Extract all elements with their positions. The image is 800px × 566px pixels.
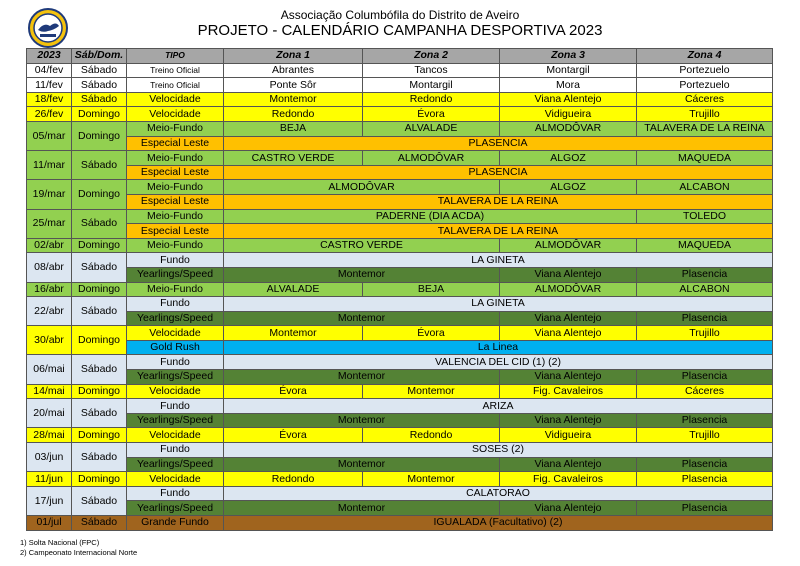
cell-zone-3: ALGOZ (500, 151, 637, 166)
header-row (27, 49, 773, 64)
cell-zone-2: Évora (363, 107, 500, 122)
cell-zone-2: Montemor (363, 472, 500, 487)
table-row (27, 486, 773, 501)
cell-all-zones: PLASENCIA (224, 165, 773, 180)
table-row (27, 413, 773, 428)
table-row (27, 151, 773, 166)
table-row (27, 253, 773, 268)
cell-zone-3: Fig. Cavaleiros (500, 472, 637, 487)
cell-day: Sábado (72, 63, 127, 78)
cell-zone-2: Tancos (363, 63, 500, 78)
cell-type: Yearlings/Speed (127, 457, 224, 472)
cell-type: Yearlings/Speed (127, 413, 224, 428)
cell-type: Meio-Fundo (127, 238, 224, 253)
cell-date: 16/abr (27, 282, 72, 297)
table-row (27, 238, 773, 253)
cell-type: Velocidade (127, 92, 224, 107)
cell-zone-3: Viana Alentejo (500, 311, 637, 326)
cell-zone-3: Viana Alentejo (500, 501, 637, 516)
project-title: PROJETO - CALENDÁRIO CAMPANHA DESPORTIVA 2023 (197, 22, 603, 39)
cell-date: 26/fev (27, 107, 72, 122)
cell-all-zones: VALENCIA DEL CID (1) (2) (224, 355, 773, 370)
cell-zone-1: Redondo (224, 107, 363, 122)
cell-all-zones: CALATORAO (224, 486, 773, 501)
cell-type: Especial Leste (127, 165, 224, 180)
cell-type: Velocidade (127, 107, 224, 122)
cell-day: Sábado (72, 516, 127, 531)
cell-type: Fundo (127, 297, 224, 312)
table-row (27, 457, 773, 472)
cell-type: Meio-Fundo (127, 180, 224, 195)
cell-zone-4: TOLEDO (637, 209, 773, 224)
cell-date: 14/mai (27, 384, 72, 399)
cell-zone-1-3: PADERNE (DIA ACDA) (224, 209, 637, 224)
header-zone-4: Zona 4 (637, 49, 773, 64)
cell-zone-1-2: Montemor (224, 413, 500, 428)
cell-day: Sábado (72, 399, 127, 428)
cell-zone-4: Plasencia (637, 267, 773, 282)
cell-type: Especial Leste (127, 224, 224, 239)
cell-zone-1: Montemor (224, 92, 363, 107)
cell-zone-4: Plasencia (637, 413, 773, 428)
footnote: 2) Campeonato Internacional Norte (20, 548, 138, 557)
cell-zone-3: ALGOZ (500, 180, 637, 195)
cell-day: Domingo (72, 238, 127, 253)
table-row (27, 399, 773, 414)
cell-day: Sábado (72, 297, 127, 326)
cell-type: Grande Fundo (127, 516, 224, 531)
cell-day: Sábado (72, 209, 127, 238)
cell-zone-4: Trujillo (637, 428, 773, 443)
cell-type: Meio-Fundo (127, 151, 224, 166)
table-row (27, 472, 773, 487)
cell-all-zones: SOSES (2) (224, 443, 773, 458)
cell-date: 17/jun (27, 486, 72, 515)
cell-zone-3: Fig. Cavaleiros (500, 384, 637, 399)
cell-zone-4: MAQUEDA (637, 238, 773, 253)
cell-type: Fundo (127, 253, 224, 268)
header-zone-1: Zona 1 (224, 49, 363, 64)
table-row (27, 121, 773, 136)
cell-zone-1-2: ALMODÔVAR (224, 180, 500, 195)
cell-zone-1: Évora (224, 384, 363, 399)
cell-type: Treino Oficial (127, 78, 224, 93)
table-row (27, 92, 773, 107)
cell-all-zones: LA GINETA (224, 253, 773, 268)
cell-zone-3: Viana Alentejo (500, 457, 637, 472)
table-row (27, 384, 773, 399)
cell-date: 25/mar (27, 209, 72, 238)
cell-zone-2: ALMODÔVAR (363, 151, 500, 166)
cell-day: Domingo (72, 384, 127, 399)
cell-zone-4: Plasencia (637, 457, 773, 472)
cell-zone-3: Vidigueira (500, 428, 637, 443)
cell-day: Domingo (72, 326, 127, 355)
cell-day: Sábado (72, 253, 127, 282)
cell-date: 06/mai (27, 355, 72, 384)
cell-zone-4: MAQUEDA (637, 151, 773, 166)
cell-type: Fundo (127, 486, 224, 501)
cell-all-zones: TALAVERA DE LA REINA (224, 194, 773, 209)
cell-type: Yearlings/Speed (127, 267, 224, 282)
cell-date: 02/abr (27, 238, 72, 253)
cell-type: Yearlings/Speed (127, 311, 224, 326)
cell-zone-3: Viana Alentejo (500, 92, 637, 107)
cell-zone-2: BEJA (363, 282, 500, 297)
cell-type: Meio-Fundo (127, 209, 224, 224)
table-row (27, 340, 773, 355)
table-row (27, 107, 773, 122)
cell-day: Sábado (72, 443, 127, 472)
cell-zone-3: Vidigueira (500, 107, 637, 122)
footnote: 1) Solta Nacional (FPC) (20, 538, 100, 547)
cell-zone-3: ALMODÔVAR (500, 282, 637, 297)
cell-type: Especial Leste (127, 194, 224, 209)
cell-day: Sábado (72, 355, 127, 384)
table-row (27, 326, 773, 341)
cell-all-zones: TALAVERA DE LA REINA (224, 224, 773, 239)
cell-type: Especial Leste (127, 136, 224, 151)
cell-zone-3: Viana Alentejo (500, 326, 637, 341)
table-row (27, 443, 773, 458)
cell-zone-3: Viana Alentejo (500, 413, 637, 428)
cell-date: 08/abr (27, 253, 72, 282)
cell-type: Treino Oficial (127, 63, 224, 78)
cell-type: Fundo (127, 355, 224, 370)
cell-zone-1-2: Montemor (224, 267, 500, 282)
cell-zone-4: Plasencia (637, 472, 773, 487)
table-row (27, 165, 773, 180)
cell-zone-4: Plasencia (637, 501, 773, 516)
header-year: 2023 (27, 49, 72, 64)
cell-type: Fundo (127, 443, 224, 458)
cell-zone-1: Ponte Sôr (224, 78, 363, 93)
cell-day: Sábado (72, 151, 127, 180)
table-row (27, 311, 773, 326)
cell-zone-2: Montemor (363, 384, 500, 399)
cell-type: Velocidade (127, 326, 224, 341)
footnotes (20, 538, 137, 558)
cell-type: Yearlings/Speed (127, 370, 224, 385)
cell-day: Sábado (72, 486, 127, 515)
table-row (27, 267, 773, 282)
cell-date: 19/mar (27, 180, 72, 209)
cell-day: Domingo (72, 282, 127, 297)
header-type: TIPO (127, 49, 224, 64)
cell-zone-1-2: Montemor (224, 501, 500, 516)
cell-type: Meio-Fundo (127, 282, 224, 297)
cell-zone-3: ALMODÔVAR (500, 238, 637, 253)
cell-zone-1: Évora (224, 428, 363, 443)
cell-zone-1-2: CASTRO VERDE (224, 238, 500, 253)
cell-zone-4: Plasencia (637, 370, 773, 385)
table-row (27, 355, 773, 370)
cell-zone-1: Abrantes (224, 63, 363, 78)
cell-type: Fundo (127, 399, 224, 414)
cell-day: Domingo (72, 472, 127, 487)
table-row (27, 501, 773, 516)
cell-zone-1: Redondo (224, 472, 363, 487)
cell-zone-2: Redondo (363, 428, 500, 443)
cell-date: 22/abr (27, 297, 72, 326)
cell-zone-2: ALVALADE (363, 121, 500, 136)
header-zone-2: Zona 2 (363, 49, 500, 64)
cell-zone-2: Redondo (363, 92, 500, 107)
cell-zone-2: Montargil (363, 78, 500, 93)
cell-type: Velocidade (127, 428, 224, 443)
cell-date: 18/fev (27, 92, 72, 107)
cell-date: 11/mar (27, 151, 72, 180)
organization-name: Associação Columbófila do Distrito de Aveiro (280, 8, 520, 22)
cell-date: 30/abr (27, 326, 72, 355)
table-row (27, 194, 773, 209)
table-row (27, 282, 773, 297)
cell-zone-2: Évora (363, 326, 500, 341)
cell-zone-1-2: Montemor (224, 311, 500, 326)
table-row (27, 180, 773, 195)
cell-zone-1-2: Montemor (224, 457, 500, 472)
cell-zone-4: ALCABON (637, 180, 773, 195)
cell-zone-4: Cáceres (637, 92, 773, 107)
table-row (27, 370, 773, 385)
calendar-table (26, 48, 773, 531)
cell-zone-4: TALAVERA DE LA REINA (637, 121, 773, 136)
cell-zone-3: Viana Alentejo (500, 370, 637, 385)
cell-zone-4: Portezuelo (637, 78, 773, 93)
table-row (27, 63, 773, 78)
cell-all-zones: La Linea (224, 340, 773, 355)
cell-all-zones: IGUALADA (Facultativo) (2) (224, 516, 773, 531)
cell-zone-1: ALVALADE (224, 282, 363, 297)
cell-all-zones: LA GINETA (224, 297, 773, 312)
cell-all-zones: ARIZA (224, 399, 773, 414)
cell-zone-1-2: Montemor (224, 370, 500, 385)
table-row (27, 428, 773, 443)
cell-date: 28/mai (27, 428, 72, 443)
cell-day: Sábado (72, 78, 127, 93)
cell-date: 04/fev (27, 63, 72, 78)
cell-day: Domingo (72, 180, 127, 209)
cell-type: Yearlings/Speed (127, 501, 224, 516)
cell-day: Domingo (72, 121, 127, 150)
cell-date: 03/jun (27, 443, 72, 472)
cell-day: Sábado (72, 92, 127, 107)
cell-type: Meio-Fundo (127, 121, 224, 136)
cell-all-zones: PLASENCIA (224, 136, 773, 151)
cell-day: Domingo (72, 107, 127, 122)
title-block (0, 8, 800, 40)
cell-day: Domingo (72, 428, 127, 443)
cell-zone-3: Mora (500, 78, 637, 93)
table-row (27, 224, 773, 239)
cell-date: 05/mar (27, 121, 72, 150)
cell-zone-3: ALMODÔVAR (500, 121, 637, 136)
cell-zone-4: Plasencia (637, 311, 773, 326)
table-row (27, 297, 773, 312)
cell-date: 20/mai (27, 399, 72, 428)
table-row (27, 516, 773, 531)
header-day: Sáb/Dom. (72, 49, 127, 64)
cell-zone-3: Montargil (500, 63, 637, 78)
cell-type: Velocidade (127, 384, 224, 399)
cell-zone-4: Portezuelo (637, 63, 773, 78)
cell-zone-4: ALCABON (637, 282, 773, 297)
cell-type: Velocidade (127, 472, 224, 487)
cell-date: 11/jun (27, 472, 72, 487)
cell-zone-4: Trujillo (637, 107, 773, 122)
cell-zone-4: Trujillo (637, 326, 773, 341)
table-row (27, 78, 773, 93)
cell-zone-1: CASTRO VERDE (224, 151, 363, 166)
header-zone-3: Zona 3 (500, 49, 637, 64)
cell-date: 01/jul (27, 516, 72, 531)
cell-zone-4: Cáceres (637, 384, 773, 399)
cell-zone-1: BEJA (224, 121, 363, 136)
table-row (27, 209, 773, 224)
table-row (27, 136, 773, 151)
cell-zone-3: Viana Alentejo (500, 267, 637, 282)
cell-zone-1: Montemor (224, 326, 363, 341)
cell-date: 11/fev (27, 78, 72, 93)
cell-type: Gold Rush (127, 340, 224, 355)
